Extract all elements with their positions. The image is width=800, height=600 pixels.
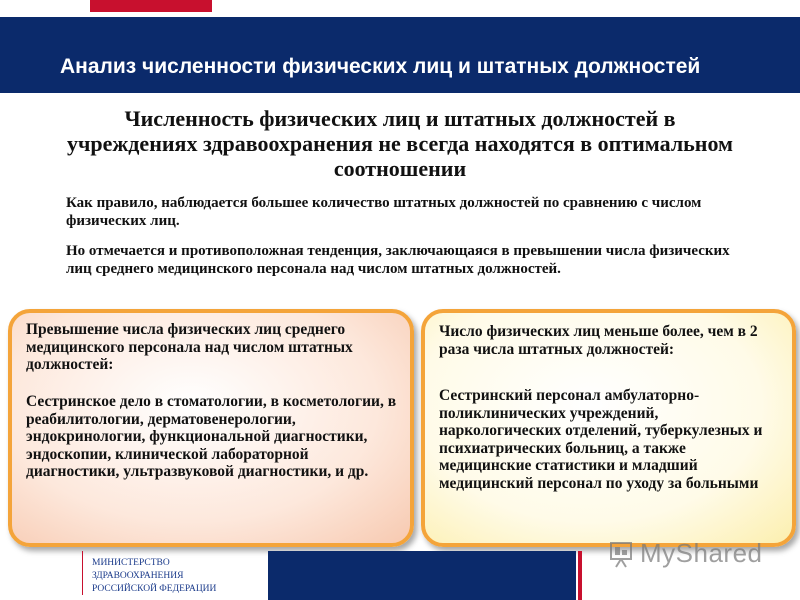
- ministry-line-3: РОССИЙСКОЙ ФЕДЕРАЦИИ: [92, 584, 217, 594]
- slide-heading: Численность физических лиц и штатных должностей в учреждениях здравоохранения не всегда находятся в оптимальном соотношении: [66, 106, 734, 181]
- footer-divider: [82, 551, 83, 595]
- left-info-card: [8, 309, 414, 547]
- presentation-board-icon: [608, 539, 634, 569]
- paragraph-1: Как правило, наблюдается большее количество штатных должностей по сравнению с числом физических лиц.: [66, 195, 702, 229]
- watermark: [608, 538, 763, 569]
- ministry-line-2: ЗДРАВООХРАНЕНИЯ: [92, 571, 184, 581]
- top-red-accent-bar: [90, 0, 212, 12]
- left-card-title: Превышение числа физических лиц среднего медицинского персонала над числом штатных должностей:: [26, 321, 353, 373]
- footer-navy-block: [268, 551, 576, 600]
- right-card-body: Сестринский персонал амбулаторно-поликлинических учреждений, наркологических отделений, туберкулезных и психиатрических больниц, а также медицинские статистики и младший медицинский персонал по уходу за больными: [439, 387, 763, 492]
- left-card-body: Сестринское дело в стоматологии, в косметологии, в реабилитологии, дерматовенерологии, эндокринологии, функциональной диагностики, эндоскопии, клинической лабораторной диагностики, ультразвуковой диагностики, и др.: [26, 393, 397, 480]
- footer-red-bar: [578, 551, 582, 600]
- paragraph-2: Но отмечается и противоположная тенденция, заключающаяся в превышении числа физических лиц среднего медицинского персонала над числом штатных должностей.: [66, 243, 730, 277]
- right-info-card: [421, 309, 796, 547]
- title-banner: [0, 17, 800, 93]
- slide-title: Анализ численности физических лиц и штатных должностей: [60, 55, 701, 78]
- ministry-logo-text: [92, 557, 216, 596]
- watermark-text: MyShared: [640, 538, 763, 568]
- ministry-line-1: МИНИСТЕРСТВО: [92, 558, 170, 568]
- right-card-title: Число физических лиц меньше более, чем в 2 раза числа штатных должностей:: [439, 323, 758, 358]
